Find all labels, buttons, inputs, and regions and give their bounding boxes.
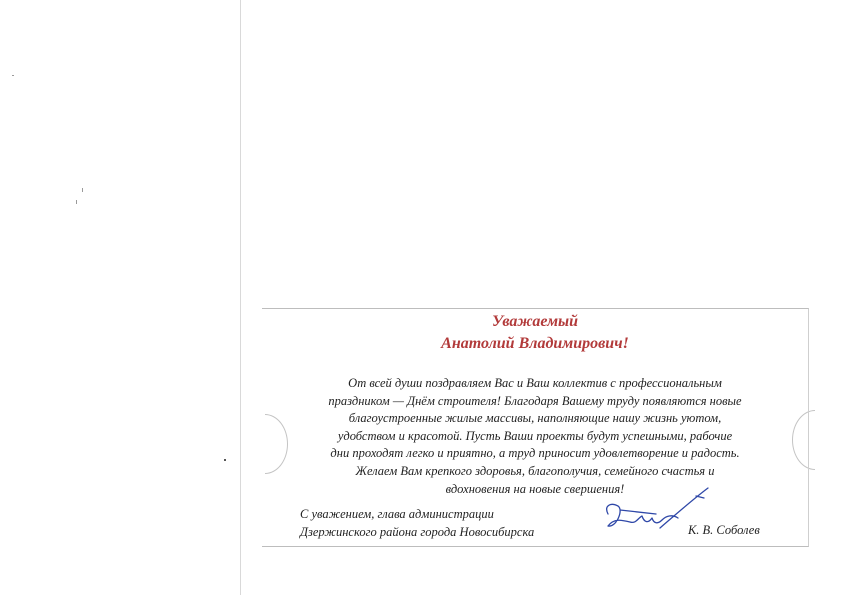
greeting-body-line: От всей души поздравляем Вас и Ваш коллектив с профессиональным [348, 376, 722, 390]
scan-speck [224, 459, 226, 461]
greeting-body-line: вдохновения на новые свершения! [445, 481, 625, 496]
greeting-salutation: Уважаемый [491, 313, 579, 330]
greeting-body [262, 375, 808, 498]
greeting-body-line: благоустроенные жилые массивы, наполняющие нашу жизнь уютом, [348, 411, 722, 426]
greeting-addressee: Анатолий Владимирович! [441, 335, 629, 352]
closing-line: С уважением, глава администрации [300, 507, 494, 521]
greeting-body-line: удобством и красотой. Пусть Ваши проекты будут успешными, рабочие [337, 428, 733, 443]
closing-title: Дзержинского района города Новосибирска [300, 525, 535, 539]
scan-speck [12, 75, 14, 76]
greeting-body-line: праздником — Днём строителя! Благодаря Вашему труду появляются новые [328, 393, 742, 408]
closing-block [300, 505, 534, 541]
scan-speck [76, 200, 77, 204]
scan-speck [82, 188, 83, 192]
greeting-body-line: дни проходят легко и приятно, а труд приносит удовлетворение и радость. [330, 446, 740, 461]
greeting-body-line: Желаем Вам крепкого здоровья, благополучия, семейного счастья и [355, 463, 715, 478]
signatory-name: К. В. Соболев [688, 523, 760, 537]
page-fold-line [240, 0, 241, 595]
